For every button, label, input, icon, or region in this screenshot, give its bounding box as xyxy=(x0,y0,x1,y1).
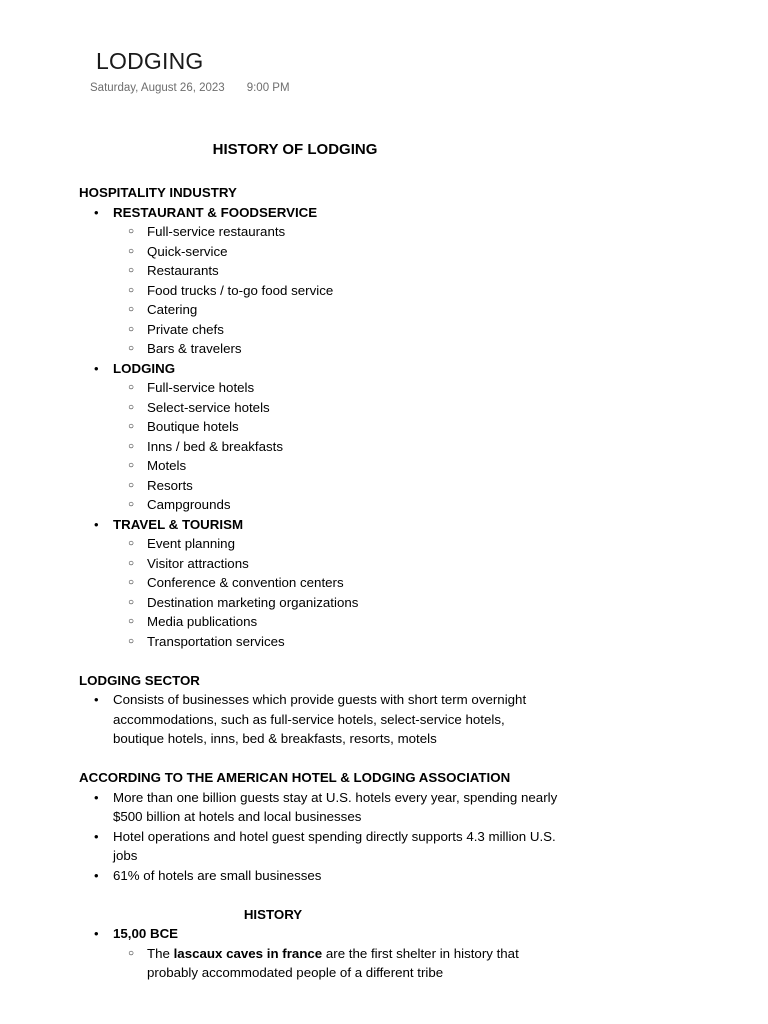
list-item xyxy=(113,437,559,457)
circle-bullet-icon: ○ xyxy=(128,616,135,627)
circle-bullet-icon: ○ xyxy=(128,343,135,354)
list-item-text: Full-service hotels xyxy=(147,380,255,395)
list-item-text: Restaurants xyxy=(147,263,219,278)
list-item xyxy=(79,866,559,886)
list-item xyxy=(113,300,559,320)
list-item-text: 61% of hotels are small businesses xyxy=(113,867,322,883)
list-item-text: Destination marketing organizations xyxy=(147,594,359,610)
circle-bullet-icon: ○ xyxy=(128,226,135,237)
list-item xyxy=(113,593,559,613)
list-item xyxy=(79,359,559,515)
lodging-sector-list xyxy=(79,690,559,749)
bullet-icon: • xyxy=(94,926,99,941)
list-item-text: Bars & travelers xyxy=(147,341,242,356)
hospitality-list xyxy=(79,203,559,652)
circle-bullet-icon: ○ xyxy=(128,460,135,471)
list-item xyxy=(113,554,559,574)
list-item xyxy=(79,203,559,359)
list-item xyxy=(113,378,559,398)
bullet-icon: • xyxy=(94,789,99,805)
list-item-text: Boutique hotels xyxy=(147,419,239,434)
note-content[interactable] xyxy=(79,140,559,983)
list-item xyxy=(113,320,559,340)
spacer xyxy=(79,749,559,769)
circle-bullet-icon: ○ xyxy=(128,557,135,569)
page-title: LODGING xyxy=(96,48,204,74)
list-item-text: Quick-service xyxy=(147,243,228,259)
list-item-text: Select-service hotels xyxy=(147,399,270,415)
list-item xyxy=(113,242,559,262)
circle-bullet-icon: ○ xyxy=(128,947,135,959)
list-item-text: More than one billion guests stay at U.S. hotels every year, spending nearly $500 billion at hotels and local businesses xyxy=(113,789,558,824)
list-item xyxy=(113,573,559,593)
spacer xyxy=(79,885,559,905)
group-label: LODGING xyxy=(113,360,176,376)
list-item-text: Event planning xyxy=(147,536,235,551)
circle-bullet-icon: ○ xyxy=(128,577,135,588)
list-item-text: Campgrounds xyxy=(147,497,231,512)
list-item xyxy=(79,924,559,983)
list-item-text: Motels xyxy=(147,458,187,473)
list-item xyxy=(113,456,559,476)
circle-bullet-icon: ○ xyxy=(128,401,135,413)
page-meta xyxy=(90,82,290,94)
bullet-icon: • xyxy=(94,204,99,220)
list-item xyxy=(113,339,559,359)
list-item-text: Resorts xyxy=(147,477,193,493)
circle-bullet-icon: ○ xyxy=(128,323,135,335)
list-item xyxy=(113,476,559,496)
list-item xyxy=(113,612,559,632)
circle-bullet-icon: ○ xyxy=(128,440,135,452)
sublist xyxy=(113,944,559,983)
circle-bullet-icon: ○ xyxy=(128,596,135,608)
list-item-text: Catering xyxy=(147,302,198,317)
ahla-list xyxy=(79,788,559,886)
section-heading-hospitality: HOSPITALITY INDUSTRY xyxy=(79,185,237,200)
page-date: Saturday, August 26, 2023 xyxy=(90,82,225,94)
list-item-text: Conference & convention centers xyxy=(147,575,344,590)
list-item-text: Consists of businesses which provide guests with short term overnight accommodations, such as full-service hotels, select-service hotels, boutique hotels, inns, bed & breakfasts, resorts, motels xyxy=(113,692,527,746)
group-label: RESTAURANT & FOODSERVICE xyxy=(113,204,318,220)
section-heading-ahla: ACCORDING TO THE AMERICAN HOTEL & LODGING ASSOCIATION xyxy=(79,770,511,785)
list-item-text: Media publications xyxy=(147,614,258,629)
list-item-text: Transportation services xyxy=(147,633,285,649)
list-item xyxy=(79,690,559,749)
circle-bullet-icon: ○ xyxy=(128,499,135,510)
list-item-text: Visitor attractions xyxy=(147,555,249,571)
circle-bullet-icon: ○ xyxy=(128,635,135,647)
circle-bullet-icon: ○ xyxy=(128,245,135,257)
circle-bullet-icon: ○ xyxy=(128,265,135,276)
history-prefix: The xyxy=(147,945,174,961)
history-emphasis: lascaux caves in france xyxy=(173,945,323,961)
bullet-icon: • xyxy=(94,516,99,532)
list-item xyxy=(79,788,559,827)
list-item xyxy=(113,632,559,652)
list-item xyxy=(113,222,559,242)
section-heading-lodging-sector: LODGING SECTOR xyxy=(79,672,200,688)
list-item xyxy=(113,495,559,515)
spacer xyxy=(79,651,559,671)
list-item xyxy=(113,281,559,301)
circle-bullet-icon: ○ xyxy=(128,284,135,296)
sublist xyxy=(113,222,559,359)
bullet-icon: • xyxy=(94,828,99,844)
circle-bullet-icon: ○ xyxy=(128,479,135,491)
list-item-text: Hotel operations and hotel guest spending directly supports 4.3 million U.S. jobs xyxy=(113,828,556,863)
document-heading: HISTORY OF LODGING xyxy=(212,141,378,158)
circle-bullet-icon: ○ xyxy=(128,421,135,432)
circle-bullet-icon: ○ xyxy=(128,538,135,549)
sublist xyxy=(113,534,559,651)
list-item xyxy=(79,827,559,866)
circle-bullet-icon: ○ xyxy=(128,382,135,393)
bullet-icon: • xyxy=(94,360,99,376)
history-list xyxy=(79,924,559,983)
list-item xyxy=(113,944,559,983)
list-item xyxy=(113,398,559,418)
circle-bullet-icon: ○ xyxy=(128,304,135,315)
bullet-icon: • xyxy=(94,692,99,707)
list-item-text: Private chefs xyxy=(147,321,224,337)
list-item-text: Inns / bed & breakfasts xyxy=(147,438,284,454)
sublist xyxy=(113,378,559,515)
list-item-text: Food trucks / to-go food service xyxy=(147,282,334,298)
list-item xyxy=(113,417,559,437)
list-item xyxy=(113,261,559,281)
bullet-icon: • xyxy=(94,867,99,883)
list-item-text: Full-service restaurants xyxy=(147,224,286,239)
list-item xyxy=(79,515,559,652)
list-item xyxy=(113,534,559,554)
page-time: 9:00 PM xyxy=(246,82,290,94)
group-label: TRAVEL & TOURISM xyxy=(113,516,244,532)
era-label: 15,00 BCE xyxy=(113,926,179,941)
history-rest: are the first shelter in history that probably accommodated people of a different tribe xyxy=(147,945,519,980)
section-heading-history: HISTORY xyxy=(243,906,303,922)
